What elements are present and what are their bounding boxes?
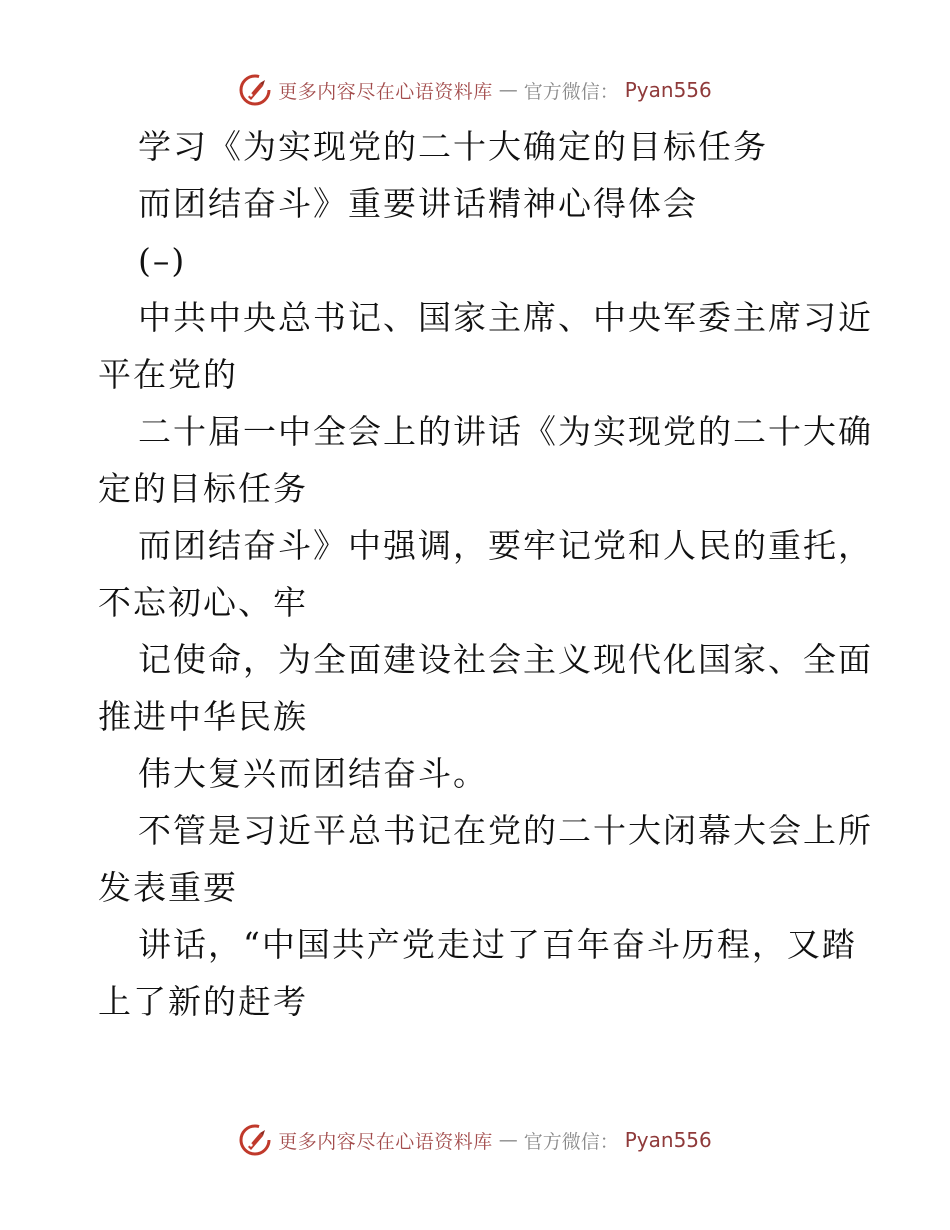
paragraph-line: 定的目标任务 [98, 469, 308, 508]
paragraph-line: 发表重要 [98, 868, 238, 907]
paragraph-line: 平在党的 [98, 355, 238, 394]
footer-watermark [0, 1120, 950, 1160]
watermark-separator: — [498, 79, 518, 101]
paragraph-line: 讲话，“中国共产党走过了百年奋斗历程，又踏 [138, 925, 857, 964]
section-number: (–) [138, 241, 187, 280]
paragraph-line: 推进中华民族 [98, 697, 308, 736]
paragraph-line: 上了新的赶考 [98, 982, 308, 1021]
paragraph-line: 伟大复兴而团结奋斗。 [138, 754, 488, 793]
pen-nib-logo-icon [238, 1123, 272, 1157]
paragraph-line: 记使命，为全面建设社会主义现代化国家、全面 [138, 640, 873, 679]
paragraph-line: 而团结奋斗》中强调，要牢记党和人民的重托， [138, 526, 873, 565]
watermark-text: 更多内容尽在心语资料库 [278, 80, 493, 103]
watermark-text: 更多内容尽在心语资料库 [278, 1130, 493, 1153]
watermark-wechat-label: 官方微信： [523, 1130, 619, 1153]
header-watermark [0, 70, 950, 110]
paragraph-line: 二十届一中全会上的讲话《为实现党的二十大确 [138, 412, 873, 451]
watermark-separator: — [498, 1129, 518, 1151]
watermark-wechat-id: Pyan556 [624, 78, 712, 102]
pen-nib-logo-icon [238, 73, 272, 107]
paragraph-line: 不忘初心、牢 [98, 583, 308, 622]
paragraph-line: 中共中央总书记、国家主席、中央军委主席习近 [138, 298, 873, 337]
watermark-wechat-id: Pyan556 [624, 1128, 712, 1152]
watermark-wechat-label: 官方微信： [523, 80, 619, 103]
title-line: 而团结奋斗》重要讲话精神心得体会 [138, 184, 698, 223]
paragraph-line: 不管是习近平总书记在党的二十大闭幕大会上所 [138, 811, 873, 850]
document-body [98, 118, 873, 1030]
title-line: 学习《为实现党的二十大确定的目标任务 [138, 127, 768, 166]
